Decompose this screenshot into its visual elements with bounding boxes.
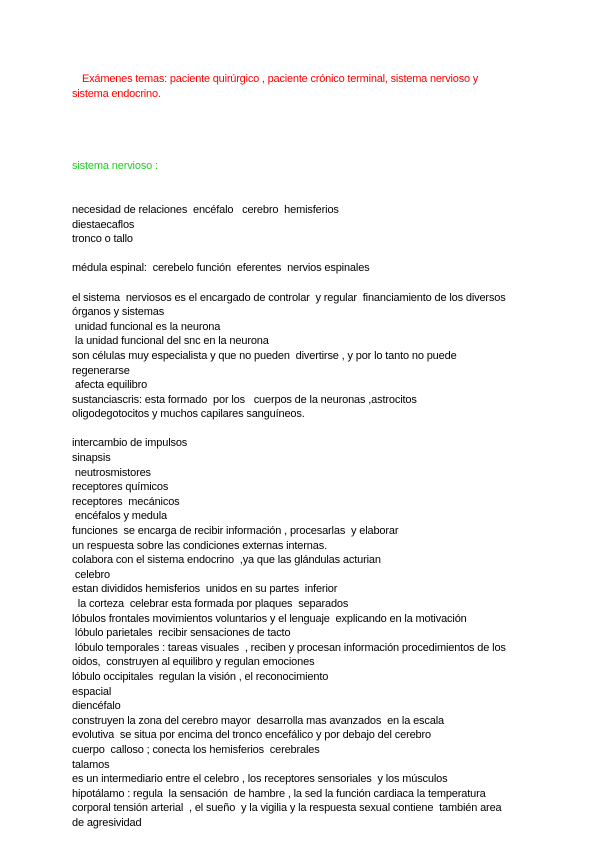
text-line: receptores químicos — [72, 481, 169, 494]
text-line: neutrosmistores — [72, 466, 151, 479]
text-line: estan divididos hemisferios unidos en su partes inferior — [72, 583, 338, 596]
text-line: el sistema nerviosos es el encargado de controlar y regular financiamiento de los diversos — [72, 291, 506, 304]
text-line: es un intermediario entre el celebro , los receptores sensoriales y los músculos — [72, 773, 448, 786]
text-line: sinapsis — [72, 452, 111, 465]
header-line-2: sistema endocrino. — [72, 88, 161, 100]
text-line: receptores mecánicos — [72, 495, 180, 508]
blank-line — [72, 276, 542, 291]
text-line: talamos — [72, 758, 110, 771]
document-body — [72, 130, 542, 860]
text-line: regenerarse — [72, 364, 130, 377]
text-line: espacial — [72, 685, 112, 698]
text-line: afecta equilibro — [72, 379, 148, 392]
text-line: oligodegotocitos y muchos capilares sanguíneos. — [72, 408, 305, 421]
text-line: hipotálamo : regula la sensación de hambre , la sed la función cardiaca la temperatura — [72, 787, 486, 800]
text-line: necesidad de relaciones encéfalo cerebro hemisferios — [72, 203, 339, 216]
text-line: construyen la zona del cerebro mayor desarrolla mas avanzados en la escala — [72, 714, 444, 727]
text-line: la corteza celebrar esta formada por plaques separados — [72, 598, 349, 610]
text-line: oidos, construyen al equilibro y regulan emociones — [72, 656, 315, 669]
exam-topics-header — [72, 72, 532, 102]
text-line: lóbulo temporales : tareas visuales , reciben y procesan información procedimientos de los — [72, 641, 506, 654]
text-line: diestaecaflos — [72, 218, 135, 231]
text-line: lóbulo parietales recibir sensaciones de tacto — [72, 627, 291, 640]
text-line: diencéfalo — [72, 700, 121, 713]
text-line: un respuesta sobre las condiciones externas internas. — [72, 539, 327, 552]
text-line: la unidad funcional del snc en la neurona — [72, 335, 269, 348]
text-line: evolutiva se situa por encima del tronco encefálico y por debajo del cerebro — [72, 729, 431, 742]
header-line-1: Exámenes temas: paciente quirúrgico , paciente crónico terminal, sistema nervioso y — [82, 73, 479, 85]
text-line: son células muy especialista y que no pueden divertirse , y por lo tanto no puede — [72, 349, 457, 362]
text-line: encéfalos y medula — [72, 510, 167, 523]
text-line: tronco o tallo — [72, 233, 133, 246]
text-line: celebro — [72, 568, 110, 581]
text-line: lóbulos frontales movimientos voluntarios y el lenguaje explicando en la motivación — [72, 612, 467, 625]
text-line: corporal tensión arterial , el sueño y la vigilia y la respuesta sexual contiene también area — [72, 802, 502, 815]
text-line: funciones se encarga de recibir información , procesarlas y elaborar — [72, 525, 399, 538]
text-line: sustanciascris: esta formado por los cuerpos de la neuronas ,astrocitos — [72, 393, 417, 406]
section-title: sistema nervioso : — [72, 160, 158, 173]
text-line: cuerpo calloso ; conecta los hemisferios cerebrales — [72, 743, 320, 756]
text-line: órganos y sistemas — [72, 306, 165, 319]
text-line: intercambio de impulsos — [72, 437, 188, 450]
text-line: colabora con el sistema endocrino ,ya que las glándulas acturian — [72, 554, 381, 567]
blank-line — [72, 247, 542, 262]
text-line: de agresividad — [72, 816, 142, 829]
blank-line — [72, 422, 542, 437]
body-lines — [72, 203, 542, 831]
text-line: lóbulo occipitales regulan la visión , el reconocimiento — [72, 670, 329, 683]
text-line: médula espinal: cerebelo función eferentes nervios espinales — [72, 262, 370, 275]
text-line: unidad funcional es la neurona — [72, 320, 221, 333]
